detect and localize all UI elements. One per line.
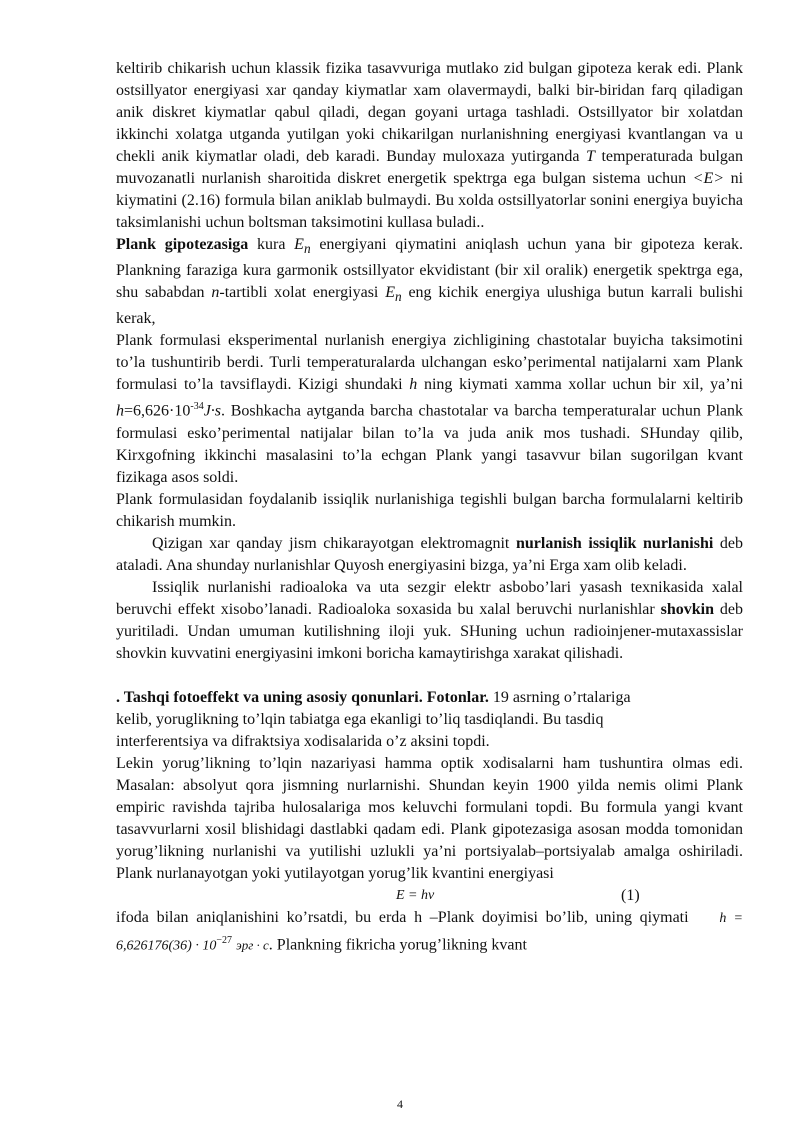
paragraph-thermal-formulas: Plank formulasidan foydalanib issiqlik nurlanishiga tegishli bulgan barcha formulalarni keltirib chikarish mumkin.	[116, 490, 743, 530]
section-heading-photoeffect: . Tashqi fotoeffekt va uning asosiy qonunlari. Fotonlar. 19 asrning o’rtalariga kelib, yoruglikning to’lqin tabiatga ega ekanligi to’liq tasdiqlandi. Bu tasdiq interferentsiya va difraktsiya xodisalarida o’z aksini topdi.	[116, 688, 631, 750]
page-body	[116, 58, 743, 957]
paragraph-planck-formula: Plank formulasi eksperimental nurlanish energiya zichligining chastotalar buyicha taksimotini to’la tushuntirib berdi. Turli temperaturalarda ulchangan esko’perimental natijalarni xam Plank formulasi to’la tavsiflaydi. Kizigi shundaki h ning kiymati xamma xollar uchun bir xil, ya’ni $h=6,626\cdot 10^{-34}J\cdot s$. Boshkacha aytganda barcha chastotalar va barcha temperaturalar uchun Plank formulasi esko’perimental natijalar bilan to’la va juda anik mos tushadi. SHunday qilib, Kirxgofning ikkinchi masalasini to’la echgan Plank yangi tasavvur bilan sugorilgan kvant fizikaga asos soldi.	[116, 332, 743, 486]
page-number: 4	[397, 1097, 403, 1111]
paragraph-planck-hypothesis: Plank gipotezasiga kura $E_n$ energiyani qiymatini aniqlash uchun yana bir gipoteza kerak. Plankning faraziga kura garmonik ostsillyator ekvidistant (bir xil oralik) energetik spektrga ega, shu sababdan n-tartibli xolat energiyasi $E_n$ eng kichik energiya ulushiga butun karrali bulishi kerak,	[116, 236, 744, 328]
formula-row	[116, 885, 743, 907]
formula-photon-energy: E = hν	[396, 887, 435, 903]
equation-number: (1)	[621, 886, 640, 904]
paragraph-planck-constant: ifoda bilan aniqlanishini ko’rsatdi, bu erda h –Plank doyimisi bo’lib, uning qiymati $h = 6,626176(36) \cdot 10^{-27}$ эрг · с. Plankning fikricha yorug’likning kvant	[116, 908, 744, 954]
paragraph-noise: Issiqlik nurlanishi radioaloka va uta sezgir elektr asbobo’lari yasash texnikasida xalal beruvchi effekt xisobo’lanadi. Radioaloka soxasida bu xalal beruvchi nurlanishlar shovkin deb yuritiladi. Undan umuman kutilishning iloji yuk. SHuning uchun radioinjener-mutaxassislar shovkin kuvvatini energiyasini imkoni boricha kamaytirishga xarakat qilishadi.	[116, 578, 744, 662]
paragraph-thermal-radiation: Qizigan xar qanday jism chikarayotgan elektromagnit nurlanish issiqlik nurlanishi deb ataladi. Ana shunday nurlanishlar Quyosh energiyasini bizga, ya’ni Erga xam olib keladi.	[116, 534, 744, 574]
paragraph-wave-theory: Lekin yorug’likning to’lqin nazariyasi hamma optik xodisalarni ham tushuntira olmas edi. Masalan: absolyut qora jismning nurlarnishi. Shundan keyin 1900 yilda nemis olimi Plank empiric ravishda tajriba hulosalariga mos keluvchi formulani topdi. Bu formula yangi kvant tasavvurlarni xosil blishidagi dastlabki qadam edi. Plank gipotezasiga asosan modda tomonidan yorug’likning nurlanishi va yutilishi uzlukli ya’ni portsiyalab–portsiyalab amalga oshiriladi. Plank nurlanayotgan yoki yutilayotgan yorug’lik kvantini energiyasi	[116, 754, 743, 882]
paragraph-gap	[116, 665, 743, 687]
paragraph-planck-hypothesis-intro: keltirib chikarish uchun klassik fizika tasavvuriga mutlako zid bulgan gipoteza kerak edi. Plank ostsillyator energiyasi xar qanday kiymatlar xam olavermaydi, balki bir-biridan farq qiladigan anik diskret kiymatlar qabul qiladi, degan goyani urtaga tashladi. Ostsillyator bir xolatdan ikkinchi xolatga utganda yutilgan yoki chikarilgan nurlanishning energiyasi kvantlangan va u chekli anik kiymatlar oladi, deb karadi. Bunday muloxaza yutirganda T temperaturada bulgan muvozanatli nurlanish sharoitida diskret energetik spektrga ega bulgan sistema uchun <E> ni kiymatini (2.16) formula bilan aniklab bulmaydi. Bu xolda ostsillyatorlar sonini energiya buyicha taksimlanishi uchun boltsman taksimotini kullasa buladi..	[116, 60, 744, 231]
